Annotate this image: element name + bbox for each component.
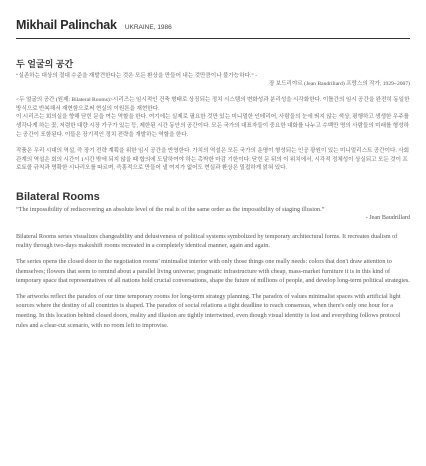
english-quote-attribution: - Jean Baudrillard bbox=[365, 214, 410, 222]
english-section bbox=[16, 191, 410, 330]
artist-header bbox=[16, 0, 410, 32]
english-quote: “The impossibility of rediscovering an absolute level of the real is of the same order as the impossibility of staging illusion.” bbox=[16, 205, 325, 213]
english-paragraph-1: Bilateral Rooms series visualizes changeability and delusiveness of political systems symbolized by temporary architectural forms. It recreates dualism of reality through two-days makeshift rooms recreated in a completely identical manner, again and again. bbox=[16, 232, 398, 250]
header-divider bbox=[16, 38, 410, 39]
artist-meta: UKRAINE, 1986 bbox=[124, 24, 172, 31]
korean-section bbox=[16, 57, 410, 173]
korean-quote-attribution: 장 보드리야르 (Jean Baudrillard) 프랑스의 작가, 1929~2007) bbox=[268, 80, 410, 87]
korean-paragraph-1: <두 얼굴의 공간 (원제: Bilateral Rooms)>시리즈는 임시적인 건축 형태로 상징되는 정치 시스템의 변화성과 분리성을 시각화한다. 이틀간의 임시 공간을 완전히 동일한 방식으로 반복해서 재현함으로써 현실의 이원론을 재현한다. bbox=[16, 97, 410, 112]
korean-paragraph-3: 작품은 우리 시대의 역설, 즉 장기 전략 계획을 위한 임시 공간을 반영한다. 가치의 역설은 모든 국가의 운명이 형성되는 인공 광원이 있는 미니멀리스트 공간이다. 사회관계의 역설은 회의 시간이 1시간 밖에 되지 않을 때 합의에 도달하여야 하는 촉박한 마감 기한이다. 닫힌 문 뒤의 이 위치에서, 시각적 정체성이 상실되고 모든 것이 프로토콜 규칙과 명확한 시나리오를 따르며, 즉흥적으로 만들어 낼 여지가 없어도 현실과 환상은 밀접하게 얽혀 있다. bbox=[16, 148, 409, 172]
english-paragraph-2: The series opens the closed door to the negotiation rooms' minimalist interior with only those things one really needs: colors that don't draw attention to themselves; flowers that seem to remind about a parallel living universe; pragmatic infrastructure with cheap, mass-market furniture it is in this kind of temporary space that representatives of all nations hold crucial conversations, shape the future of millions of people, and develop long-term political strategies. bbox=[16, 257, 410, 285]
artist-name: Mikhail Palinchak bbox=[16, 18, 117, 32]
korean-quote: “실존하는 대상의 절대 수준을 재발견한다는 것은 모든 환상을 만들어 내는 것만큼이나 불가능하다.” - bbox=[16, 73, 258, 79]
english-paragraph-3: The artworks reflect the paradox of our time temporary rooms for long-term strategy planning. The paradox of values minimalist spaces with artificial light sources where the destiny of all countries is shaped. The paradox of social relations a tight deadline to reach consensus, when there's only one hour for a meeting. In this location behind closed doors, reality and illusion are tightly intertwined, even though visual identity is lost and everything follows protocol rules and a clear-cut scenario, with no room left to improvise. bbox=[16, 292, 401, 329]
english-title: Bilateral Rooms bbox=[16, 190, 100, 203]
korean-title: 두 얼굴의 공간 bbox=[16, 59, 74, 69]
korean-paragraph-2: 이 시리즈는 회의실을 향해 닫힌 문을 여는 역할을 한다. 여기에는 실제로 필요한 것만 있는 미니멀한 인테리어, 사람들의 눈에 띄지 않는 색상, 평행하고 생생한 우주를 생각나게 하는 꽃, 저렴한 대량 시장 가구가 있는 등, 제한된 시간 동안의 공간이다. 모든 국가의 대표자들이 중요한 대화를 나누고 수백만 명의 사람들의 미래를 형성하는 공간이 포함된다. 이들은 장기적인 정치 전략을 개발하는 역할을 한다. bbox=[16, 114, 409, 138]
